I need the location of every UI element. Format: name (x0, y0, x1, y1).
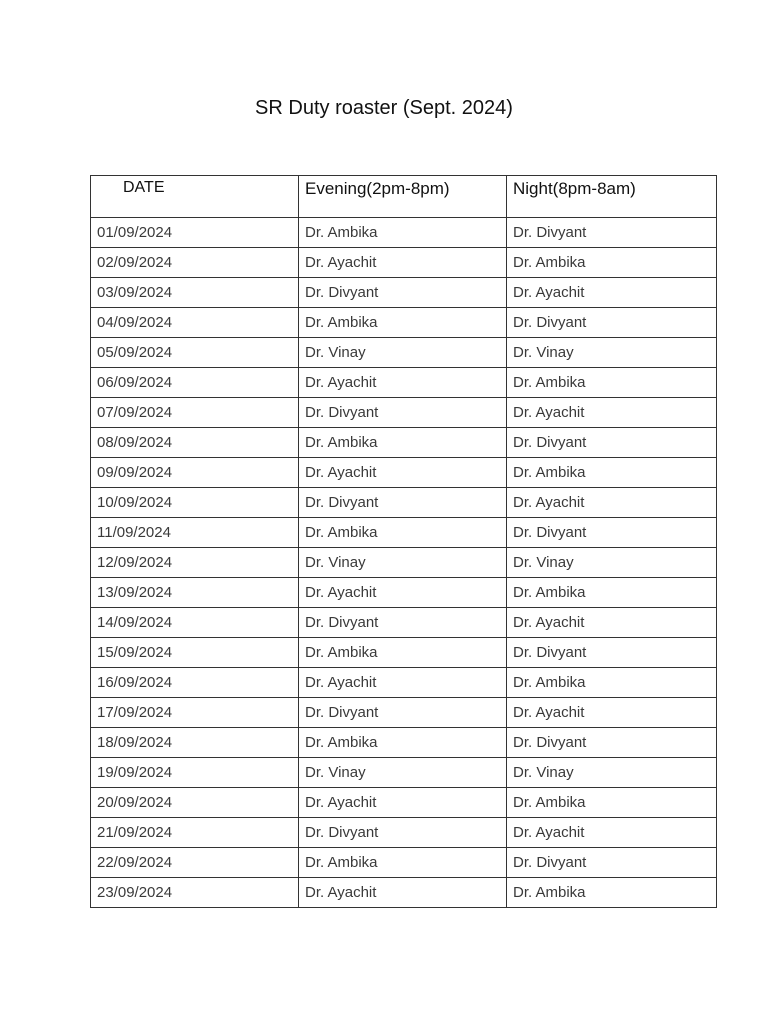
date-cell: 04/09/2024 (91, 308, 299, 338)
table-row (91, 578, 717, 608)
night-duty-cell: Dr. Ambika (507, 578, 717, 608)
date-cell: 16/09/2024 (91, 668, 299, 698)
date-cell: 01/09/2024 (91, 218, 299, 248)
evening-duty-cell: Dr. Divyant (299, 698, 507, 728)
night-duty-cell: Dr. Vinay (507, 758, 717, 788)
evening-duty-cell: Dr. Ambika (299, 728, 507, 758)
date-cell: 11/09/2024 (91, 518, 299, 548)
table-row (91, 668, 717, 698)
table-row (91, 428, 717, 458)
night-duty-cell: Dr. Divyant (507, 308, 717, 338)
date-cell: 19/09/2024 (91, 758, 299, 788)
evening-duty-cell: Dr. Ambika (299, 848, 507, 878)
header-row (91, 176, 717, 218)
evening-duty-cell: Dr. Divyant (299, 278, 507, 308)
night-duty-cell: Dr. Divyant (507, 428, 717, 458)
night-duty-cell: Dr. Ayachit (507, 488, 717, 518)
table-row (91, 788, 717, 818)
night-duty-cell: Dr. Ambika (507, 248, 717, 278)
night-duty-cell: Dr. Vinay (507, 548, 717, 578)
table-row (91, 548, 717, 578)
date-cell: 17/09/2024 (91, 698, 299, 728)
date-cell: 21/09/2024 (91, 818, 299, 848)
date-cell: 23/09/2024 (91, 878, 299, 908)
header-evening: Evening(2pm-8pm) (299, 176, 507, 218)
date-cell: 02/09/2024 (91, 248, 299, 278)
night-duty-cell: Dr. Ambika (507, 458, 717, 488)
night-duty-cell: Dr. Ambika (507, 878, 717, 908)
date-cell: 09/09/2024 (91, 458, 299, 488)
table-row (91, 848, 717, 878)
date-cell: 15/09/2024 (91, 638, 299, 668)
table-row (91, 818, 717, 848)
header-date: DATE (91, 176, 299, 218)
date-cell: 07/09/2024 (91, 398, 299, 428)
date-cell: 18/09/2024 (91, 728, 299, 758)
table-header (91, 176, 717, 218)
evening-duty-cell: Dr. Ambika (299, 638, 507, 668)
table-row (91, 488, 717, 518)
evening-duty-cell: Dr. Ambika (299, 308, 507, 338)
table-row (91, 728, 717, 758)
evening-duty-cell: Dr. Divyant (299, 398, 507, 428)
night-duty-cell: Dr. Divyant (507, 728, 717, 758)
evening-duty-cell: Dr. Ambika (299, 428, 507, 458)
evening-duty-cell: Dr. Divyant (299, 608, 507, 638)
night-duty-cell: Dr. Divyant (507, 848, 717, 878)
date-cell: 05/09/2024 (91, 338, 299, 368)
evening-duty-cell: Dr. Ayachit (299, 458, 507, 488)
date-cell: 08/09/2024 (91, 428, 299, 458)
table-row (91, 878, 717, 908)
table-row (91, 368, 717, 398)
date-cell: 13/09/2024 (91, 578, 299, 608)
table-row (91, 218, 717, 248)
table-row (91, 248, 717, 278)
night-duty-cell: Dr. Divyant (507, 518, 717, 548)
night-duty-cell: Dr. Ambika (507, 368, 717, 398)
date-cell: 20/09/2024 (91, 788, 299, 818)
evening-duty-cell: Dr. Ambika (299, 218, 507, 248)
table-row (91, 458, 717, 488)
table-row (91, 518, 717, 548)
evening-duty-cell: Dr. Ayachit (299, 578, 507, 608)
header-night: Night(8pm-8am) (507, 176, 717, 218)
night-duty-cell: Dr. Ayachit (507, 278, 717, 308)
table-row (91, 338, 717, 368)
evening-duty-cell: Dr. Vinay (299, 338, 507, 368)
evening-duty-cell: Dr. Vinay (299, 548, 507, 578)
night-duty-cell: Dr. Ayachit (507, 698, 717, 728)
table-row (91, 698, 717, 728)
night-duty-cell: Dr. Ambika (507, 668, 717, 698)
table-row (91, 638, 717, 668)
evening-duty-cell: Dr. Divyant (299, 488, 507, 518)
date-cell: 22/09/2024 (91, 848, 299, 878)
evening-duty-cell: Dr. Divyant (299, 818, 507, 848)
night-duty-cell: Dr. Ayachit (507, 398, 717, 428)
date-cell: 06/09/2024 (91, 368, 299, 398)
date-cell: 12/09/2024 (91, 548, 299, 578)
date-cell: 14/09/2024 (91, 608, 299, 638)
table-row (91, 608, 717, 638)
night-duty-cell: Dr. Divyant (507, 218, 717, 248)
table-body (91, 218, 717, 908)
evening-duty-cell: Dr. Ayachit (299, 788, 507, 818)
table-row (91, 398, 717, 428)
date-cell: 03/09/2024 (91, 278, 299, 308)
night-duty-cell: Dr. Ambika (507, 788, 717, 818)
evening-duty-cell: Dr. Ambika (299, 518, 507, 548)
date-cell: 10/09/2024 (91, 488, 299, 518)
evening-duty-cell: Dr. Ayachit (299, 878, 507, 908)
table-row (91, 308, 717, 338)
evening-duty-cell: Dr. Ayachit (299, 368, 507, 398)
table-row (91, 278, 717, 308)
night-duty-cell: Dr. Ayachit (507, 818, 717, 848)
night-duty-cell: Dr. Vinay (507, 338, 717, 368)
evening-duty-cell: Dr. Vinay (299, 758, 507, 788)
night-duty-cell: Dr. Divyant (507, 638, 717, 668)
evening-duty-cell: Dr. Ayachit (299, 668, 507, 698)
page-title: SR Duty roaster (Sept. 2024) (255, 97, 513, 119)
table-row (91, 758, 717, 788)
evening-duty-cell: Dr. Ayachit (299, 248, 507, 278)
duty-roster-table (90, 175, 717, 908)
night-duty-cell: Dr. Ayachit (507, 608, 717, 638)
